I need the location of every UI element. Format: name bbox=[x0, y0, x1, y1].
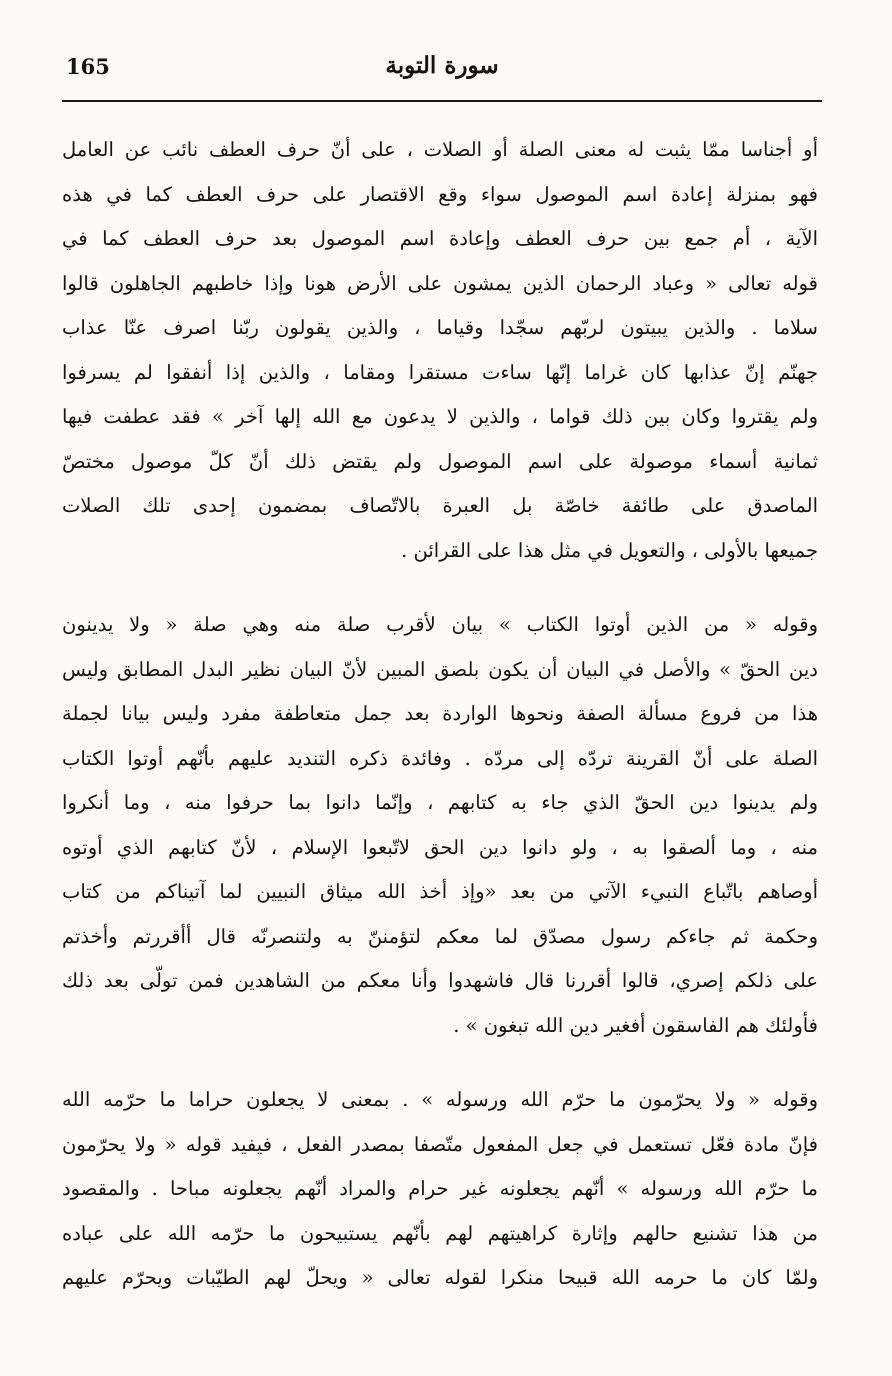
text-line: أوصاهم باتّباع النبيء الآتي من بعد «وإذ أخذ الله ميثاق النبيين لما آتيناكم من كتاب bbox=[62, 880, 818, 903]
text-line: ولمّا كان ما حرمه الله قبيحا منكرا لقوله تعالى « ويحلّ لهم الطيّبات ويحرّم عليهم bbox=[62, 1266, 818, 1289]
text-line: فأولئك هم الفاسقون أفغير دين الله تبغون » . bbox=[453, 1013, 818, 1037]
text-line: ما حرّم الله ورسوله » أنّهم يجعلونه غير حرام والمراد أنّهم يجعلونه مباحا . والمقصود bbox=[62, 1177, 818, 1200]
text-line: ولم يدينوا دين الحقّ الذي جاء به كتابهم ، وإنّما دانوا بما حرفوا منه ، وما أنكروا bbox=[62, 791, 818, 814]
page-body bbox=[62, 128, 818, 1301]
page-header bbox=[62, 44, 822, 102]
text-line: فإنّ مادة فعّل تستعمل في جعل المفعول متّصفا بمصدر الفعل ، فيفيد قوله « ولا يحرّمون bbox=[62, 1132, 818, 1156]
text-line: قوله تعالى « وعباد الرحمان الذين يمشون على الأرض هونا وإذا خاطبهم الجاهلون قالوا bbox=[62, 271, 818, 295]
text-line: جميعها بالأولى ، والتعويل في مثل هذا على القرائن . bbox=[401, 538, 818, 562]
text-line: من هذا تشنيع حالهم وإثارة كراهيتهم لهم بأنّهم يستبيحون ما حرّمه الله على عباده bbox=[62, 1221, 818, 1245]
text-line: الماصدق على طائفة خاصّة بل العبرة بالاتّصاف بمضمون إحدى تلك الصلات bbox=[62, 494, 818, 517]
text-line: جهنّم إنّ عذابها كان غراما إنّها ساءت مستقرا ومقاما ، والذين إذا أنفقوا لم يسرفوا bbox=[62, 360, 818, 384]
text-line: أو أجناسا ممّا يثبت له معنى الصلة أو الصلات ، على أنّ حرف العطف نائب عن العامل bbox=[62, 138, 818, 161]
page-number: 165 bbox=[66, 54, 110, 79]
running-title: سورة التوبة bbox=[385, 52, 499, 79]
text-line: هذا من فروع مسألة الصفة ونحوها الواردة بعد جمل متعاطفة مفرد وليس بيانا لجملة bbox=[62, 702, 818, 725]
text-line: فهو بمنزلة إعادة اسم الموصول سواء وقع الاقتصار على حرف العطف كما في هذه bbox=[62, 182, 818, 206]
text-line: الآية ، أم جمع بين حرف العطف وإعادة اسم الموصول بعد حرف العطف كما في bbox=[62, 227, 818, 250]
text-line: على ذلكم إصري، قالوا أقررنا قال فاشهدوا وأنا معكم من الشاهدين فمن تولّى بعد ذلك bbox=[62, 969, 818, 992]
text-line: سلاما . والذين يبيتون لربّهم سجّدا وقياما ، والذين يقولون ربّنا اصرف عنّا عذاب bbox=[62, 316, 818, 339]
text-line: الصلة على أنّ القرينة تردّه إلى مردّه . وفائدة ذكره التنديد عليهم بأنّهم أوتوا الكتاب bbox=[62, 746, 818, 770]
paragraph-1 bbox=[62, 128, 818, 573]
paragraph-2 bbox=[62, 603, 818, 1048]
text-line: منه ، وما ألصقوا به ، ولو دانوا دين الحق لاتّبعوا الإسلام ، لأنّ كتابهم الذي أوتوه bbox=[62, 835, 818, 859]
text-line: دين الحقّ » والأصل في البيان أن يكون بلصق المبين لأنّ البيان نظير البدل المطابق وليس bbox=[62, 657, 818, 681]
text-line: وقوله « من الذين أوتوا الكتاب » بيان لأقرب صلة منه وهي صلة « ولا يدينون bbox=[62, 613, 818, 636]
paragraph-3 bbox=[62, 1078, 818, 1301]
text-line: ثمانية أسماء موصولة على اسم الموصول ولم يقتض ذلك أنّ كلّ موصول مختصّ bbox=[62, 449, 818, 473]
text-line: وحكمة ثم جاءكم رسول مصدّق لما معكم لتؤمننّ به ولتنصرنّه قال أأقررتم وأخذتم bbox=[62, 924, 818, 948]
text-line: وقوله « ولا يحرّمون ما حرّم الله ورسوله » . بمعنى لا يجعلون حراما ما حرّمه الله bbox=[62, 1088, 818, 1111]
text-line: ولم يقتروا وكان بين ذلك قواما ، والذين لا يدعون مع الله إلها آخر » فقد عطفت فيها bbox=[62, 405, 818, 428]
